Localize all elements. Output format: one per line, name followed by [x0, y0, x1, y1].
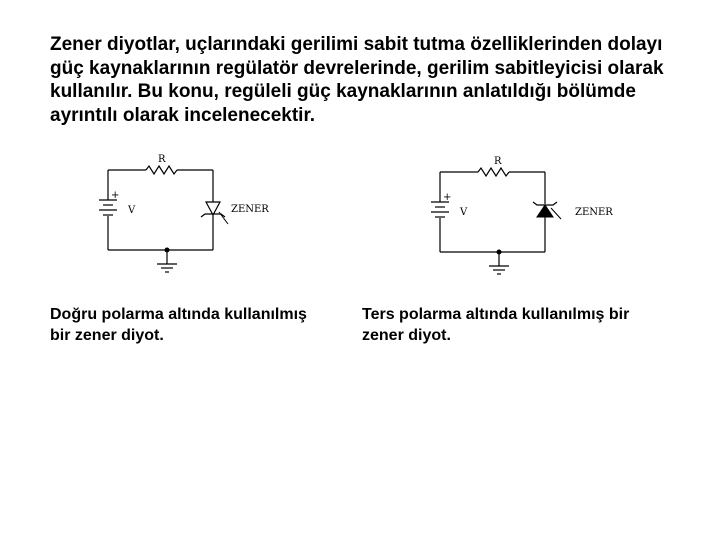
- ground-symbol: [489, 266, 509, 274]
- intro-paragraph: Zener diyotlar, uçlarındaki gerilimi sabit tutma özelliklerinden dolayı güç kaynaklarının regülatör devrelerinde, gerilim sabitleyicisi olarak kullanılır. Bu konu, regüleli güç kaynaklarının anlatıldığı bölümde ayrıntılı olarak incelenecektir.: [50, 34, 664, 126]
- battery-plus-label: +: [443, 192, 452, 203]
- source-label: V: [460, 207, 468, 218]
- battery-symbol: [99, 200, 117, 215]
- source-label: V: [128, 205, 136, 216]
- caption-reverse-bias: Ters polarma altında kullanılmış bir zener diyot.: [362, 306, 630, 344]
- battery-plus-label: +: [111, 190, 120, 201]
- circuit-forward-bias: [88, 150, 288, 280]
- resistor-label: R: [494, 156, 502, 167]
- zener-diode-symbol: [533, 202, 561, 219]
- resistor-symbol: [146, 166, 177, 174]
- resistor-label: R: [158, 154, 166, 165]
- junction-dot: [165, 248, 170, 253]
- resistor-symbol: [478, 168, 509, 176]
- zener-label: ZENER: [575, 207, 613, 218]
- zener-diode-symbol: [201, 202, 228, 224]
- circuit-reverse-bias: [420, 152, 620, 282]
- ground-symbol: [157, 264, 177, 272]
- battery-symbol: [431, 202, 449, 217]
- zener-label: ZENER: [231, 204, 269, 215]
- junction-dot: [497, 250, 502, 255]
- caption-forward-bias: Doğru polarma altında kullanılmış bir zener diyot.: [50, 306, 307, 344]
